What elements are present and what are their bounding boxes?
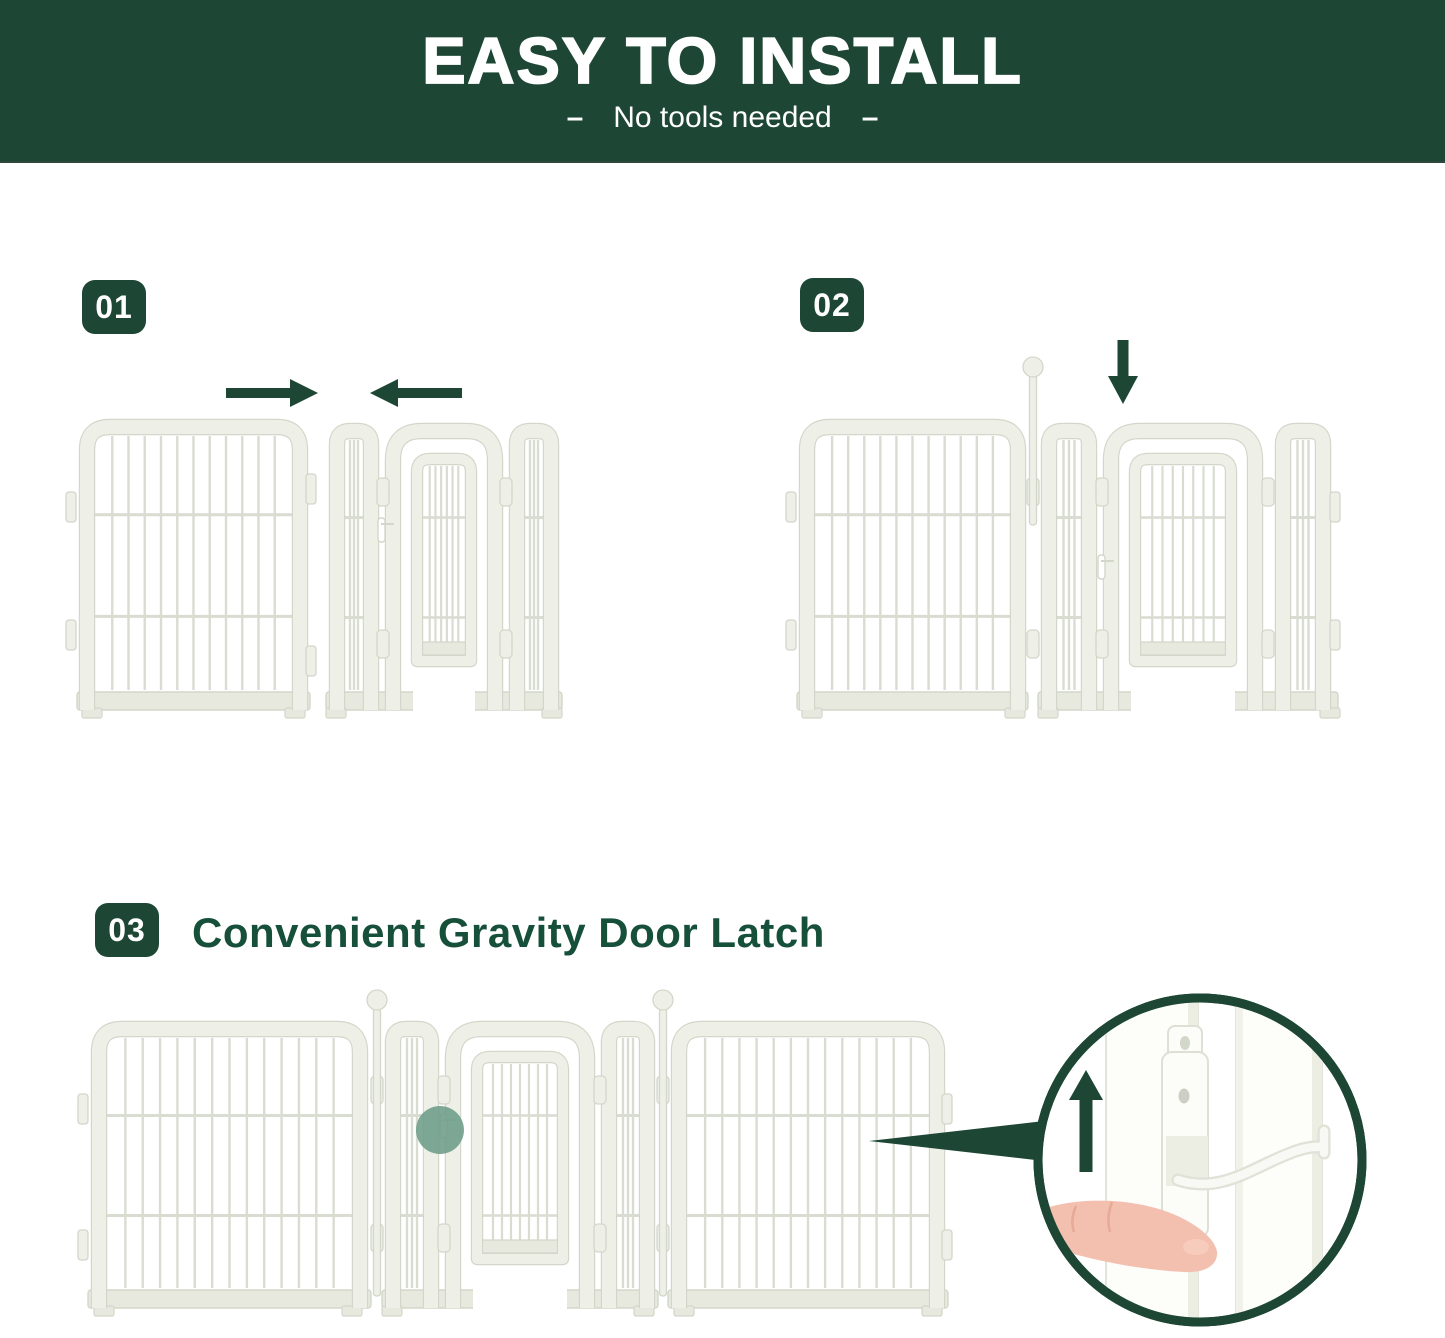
connector-pin [653, 990, 673, 1296]
banner-subtitle [567, 103, 879, 133]
door-panel-assembly [382, 1029, 658, 1316]
arrow-right-icon [226, 379, 318, 407]
step-1-badge: 01 [82, 280, 146, 334]
fence-panel-large [786, 427, 1028, 718]
connector-pin [1023, 357, 1043, 525]
banner-title: EASY TO INSTALL [422, 24, 1023, 97]
step-2-badge: 02 [800, 278, 864, 332]
arrow-down-icon [1108, 340, 1138, 404]
subtitle-dash-left: – [566, 101, 584, 134]
latch-detail-inset [1024, 992, 1362, 1336]
arrow-up-icon [1069, 1070, 1103, 1172]
fence-panel-large [66, 427, 316, 718]
step-3-badge: 03 [95, 903, 159, 957]
frame-post [1236, 992, 1322, 1336]
arrow-left-icon [370, 379, 462, 407]
door-post [1106, 992, 1198, 1336]
subtitle-dash-right: – [861, 101, 879, 134]
door-panel-assembly [326, 431, 562, 718]
step-3-caption: Convenient Gravity Door Latch [192, 909, 825, 956]
subtitle-text: No tools needed [613, 101, 832, 134]
header-banner [0, 0, 1445, 163]
gravity-latch [1162, 1026, 1324, 1270]
callout-pointer [869, 1121, 1044, 1161]
connector-pin [367, 990, 387, 1296]
pushing-finger [1024, 1201, 1217, 1272]
fence-panel-large-right [668, 1029, 952, 1316]
fence-panel-large-left [78, 1029, 371, 1316]
latch-highlight [416, 1106, 464, 1154]
door-panel-assembly [1027, 431, 1340, 718]
